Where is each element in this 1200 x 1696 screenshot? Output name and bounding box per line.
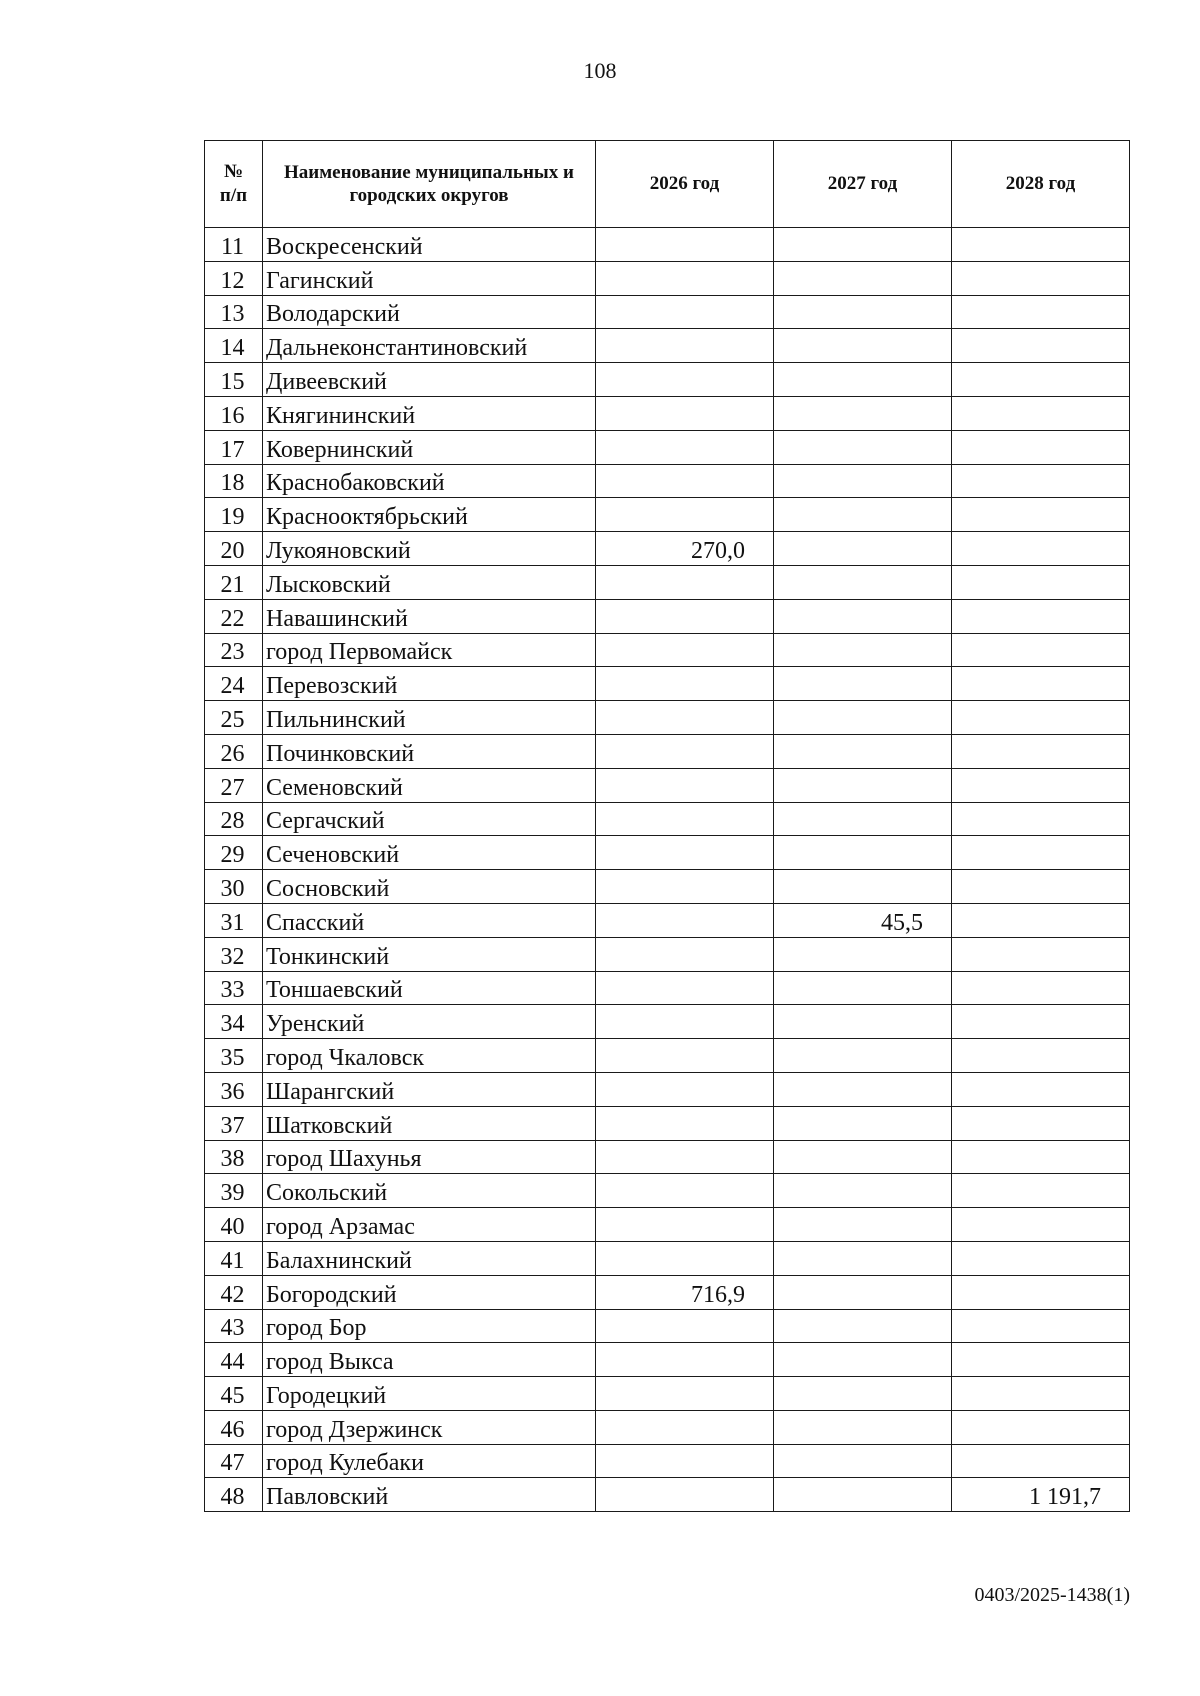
- value-2028: [952, 1410, 1130, 1444]
- municipality-name: Спасский: [263, 903, 596, 937]
- value-2028: [952, 1106, 1130, 1140]
- value-2027: 45,5: [774, 903, 952, 937]
- table-row: [205, 1039, 1130, 1073]
- value-2026: [596, 261, 774, 295]
- header-number: [205, 141, 263, 228]
- row-number: 46: [205, 1410, 263, 1444]
- value-2026: [596, 396, 774, 430]
- municipality-name: город Арзамас: [263, 1208, 596, 1242]
- row-number: 14: [205, 329, 263, 363]
- value-2026: [596, 1039, 774, 1073]
- value-2027: [774, 971, 952, 1005]
- row-number: 35: [205, 1039, 263, 1073]
- row-number: 12: [205, 261, 263, 295]
- table-row: [205, 802, 1130, 836]
- table-row: [205, 295, 1130, 329]
- municipality-name: город Выкса: [263, 1343, 596, 1377]
- table-row: [205, 971, 1130, 1005]
- municipality-name: Воскресенский: [263, 228, 596, 262]
- table-row: [205, 329, 1130, 363]
- value-2027: [774, 1410, 952, 1444]
- table-row: [205, 1343, 1130, 1377]
- value-2026: [596, 1106, 774, 1140]
- value-2026: [596, 870, 774, 904]
- value-2028: [952, 1377, 1130, 1411]
- value-2027: [774, 1377, 952, 1411]
- value-2026: [596, 329, 774, 363]
- row-number: 26: [205, 734, 263, 768]
- value-2026: [596, 1241, 774, 1275]
- value-2027: [774, 1478, 952, 1512]
- row-number: 48: [205, 1478, 263, 1512]
- row-number: 40: [205, 1208, 263, 1242]
- table-row: [205, 396, 1130, 430]
- table-row: [205, 633, 1130, 667]
- table-row: [205, 734, 1130, 768]
- row-number: 18: [205, 464, 263, 498]
- row-number: 28: [205, 802, 263, 836]
- header-year-2028: 2028 год: [952, 141, 1130, 228]
- value-2028: [952, 1039, 1130, 1073]
- value-2027: [774, 1241, 952, 1275]
- value-2028: [952, 565, 1130, 599]
- value-2026: [596, 971, 774, 1005]
- row-number: 43: [205, 1309, 263, 1343]
- table-row: [205, 1377, 1130, 1411]
- municipality-name: Пильнинский: [263, 701, 596, 735]
- row-number: 29: [205, 836, 263, 870]
- row-number: 31: [205, 903, 263, 937]
- table-row: [205, 667, 1130, 701]
- municipality-name: Сокольский: [263, 1174, 596, 1208]
- allocation-table: [204, 140, 1130, 1512]
- value-2027: [774, 396, 952, 430]
- value-2028: [952, 802, 1130, 836]
- table-row: [205, 1410, 1130, 1444]
- value-2027: [774, 565, 952, 599]
- row-number: 13: [205, 295, 263, 329]
- municipality-name: Богородский: [263, 1275, 596, 1309]
- row-number: 37: [205, 1106, 263, 1140]
- row-number: 44: [205, 1343, 263, 1377]
- municipality-name: Шарангский: [263, 1072, 596, 1106]
- value-2027: [774, 261, 952, 295]
- document-code: 0403/2025-1438(1): [974, 1584, 1130, 1606]
- value-2028: [952, 1444, 1130, 1478]
- header-row: [205, 141, 1130, 228]
- value-2027: [774, 734, 952, 768]
- value-2026: [596, 565, 774, 599]
- value-2026: [596, 667, 774, 701]
- table-body: [205, 228, 1130, 1512]
- value-2026: [596, 633, 774, 667]
- municipality-name: Дальнеконстантиновский: [263, 329, 596, 363]
- table-header: [205, 141, 1130, 228]
- table-row: [205, 430, 1130, 464]
- municipality-name: Тоншаевский: [263, 971, 596, 1005]
- row-number: 11: [205, 228, 263, 262]
- header-year-2027: 2027 год: [774, 141, 952, 228]
- value-2026: [596, 1309, 774, 1343]
- row-number: 38: [205, 1140, 263, 1174]
- municipality-name: Лукояновский: [263, 532, 596, 566]
- municipality-name: город Шахунья: [263, 1140, 596, 1174]
- value-2027: [774, 1039, 952, 1073]
- value-2026: [596, 802, 774, 836]
- row-number: 32: [205, 937, 263, 971]
- value-2028: [952, 599, 1130, 633]
- row-number: 27: [205, 768, 263, 802]
- value-2027: [774, 1275, 952, 1309]
- value-2026: 716,9: [596, 1275, 774, 1309]
- value-2028: [952, 971, 1130, 1005]
- value-2026: [596, 836, 774, 870]
- municipality-name: Дивеевский: [263, 363, 596, 397]
- value-2026: 270,0: [596, 532, 774, 566]
- value-2026: [596, 1444, 774, 1478]
- value-2028: [952, 734, 1130, 768]
- value-2026: [596, 464, 774, 498]
- value-2027: [774, 363, 952, 397]
- municipality-name: Павловский: [263, 1478, 596, 1512]
- municipality-name: город Чкаловск: [263, 1039, 596, 1073]
- municipality-name: Балахнинский: [263, 1241, 596, 1275]
- value-2028: [952, 667, 1130, 701]
- value-2028: [952, 633, 1130, 667]
- value-2026: [596, 228, 774, 262]
- row-number: 30: [205, 870, 263, 904]
- table-row: [205, 498, 1130, 532]
- municipality-name: Гагинский: [263, 261, 596, 295]
- value-2027: [774, 295, 952, 329]
- row-number: 19: [205, 498, 263, 532]
- value-2027: [774, 701, 952, 735]
- value-2027: [774, 1005, 952, 1039]
- municipality-name: Городецкий: [263, 1377, 596, 1411]
- value-2028: [952, 1005, 1130, 1039]
- municipality-name: Ковернинский: [263, 430, 596, 464]
- value-2027: [774, 633, 952, 667]
- table-row: [205, 1174, 1130, 1208]
- value-2028: [952, 228, 1130, 262]
- municipality-name: Сеченовский: [263, 836, 596, 870]
- value-2026: [596, 1208, 774, 1242]
- value-2028: 1 191,7: [952, 1478, 1130, 1512]
- value-2027: [774, 599, 952, 633]
- value-2026: [596, 1377, 774, 1411]
- municipality-name: Навашинский: [263, 599, 596, 633]
- value-2028: [952, 261, 1130, 295]
- value-2027: [774, 329, 952, 363]
- row-number: 24: [205, 667, 263, 701]
- value-2027: [774, 1072, 952, 1106]
- value-2026: [596, 1072, 774, 1106]
- value-2027: [774, 1309, 952, 1343]
- municipality-name: Княгининский: [263, 396, 596, 430]
- table-row: [205, 1275, 1130, 1309]
- value-2027: [774, 836, 952, 870]
- municipality-name: Краснобаковский: [263, 464, 596, 498]
- value-2027: [774, 1174, 952, 1208]
- row-number: 20: [205, 532, 263, 566]
- row-number: 33: [205, 971, 263, 1005]
- value-2028: [952, 532, 1130, 566]
- row-number: 39: [205, 1174, 263, 1208]
- table-row: [205, 565, 1130, 599]
- table-row: [205, 1005, 1130, 1039]
- table-row: [205, 532, 1130, 566]
- municipality-name: город Кулебаки: [263, 1444, 596, 1478]
- municipality-name: город Бор: [263, 1309, 596, 1343]
- municipality-name: город Дзержинск: [263, 1410, 596, 1444]
- value-2028: [952, 870, 1130, 904]
- value-2028: [952, 430, 1130, 464]
- value-2026: [596, 1005, 774, 1039]
- value-2028: [952, 768, 1130, 802]
- table-row: [205, 464, 1130, 498]
- value-2027: [774, 1208, 952, 1242]
- row-number: 21: [205, 565, 263, 599]
- value-2028: [952, 329, 1130, 363]
- row-number: 34: [205, 1005, 263, 1039]
- header-year-2026: 2026 год: [596, 141, 774, 228]
- table-row: [205, 701, 1130, 735]
- table-row: [205, 870, 1130, 904]
- municipality-name: Сергачский: [263, 802, 596, 836]
- value-2027: [774, 802, 952, 836]
- table-row: [205, 228, 1130, 262]
- table-row: [205, 937, 1130, 971]
- value-2027: [774, 1343, 952, 1377]
- table-row: [205, 1072, 1130, 1106]
- municipality-name: Уренский: [263, 1005, 596, 1039]
- value-2027: [774, 1444, 952, 1478]
- value-2028: [952, 295, 1130, 329]
- value-2026: [596, 903, 774, 937]
- value-2026: [596, 701, 774, 735]
- value-2027: [774, 464, 952, 498]
- table-row: [205, 1241, 1130, 1275]
- value-2026: [596, 498, 774, 532]
- value-2027: [774, 937, 952, 971]
- row-number: 42: [205, 1275, 263, 1309]
- value-2026: [596, 768, 774, 802]
- value-2028: [952, 1309, 1130, 1343]
- value-2028: [952, 1072, 1130, 1106]
- value-2026: [596, 1410, 774, 1444]
- row-number: 47: [205, 1444, 263, 1478]
- value-2026: [596, 937, 774, 971]
- value-2026: [596, 295, 774, 329]
- header-number-abbr: п/п: [219, 185, 248, 206]
- value-2028: [952, 1343, 1130, 1377]
- municipality-name: Тонкинский: [263, 937, 596, 971]
- header-name: Наименование муниципальных и городских округов: [263, 141, 596, 228]
- table-row: [205, 1106, 1130, 1140]
- value-2027: [774, 870, 952, 904]
- value-2027: [774, 430, 952, 464]
- municipality-name: Сосновский: [263, 870, 596, 904]
- value-2028: [952, 1241, 1130, 1275]
- value-2028: [952, 464, 1130, 498]
- row-number: 41: [205, 1241, 263, 1275]
- municipality-name: Перевозский: [263, 667, 596, 701]
- table-row: [205, 1444, 1130, 1478]
- municipality-name: Краснооктябрьский: [263, 498, 596, 532]
- value-2028: [952, 396, 1130, 430]
- value-2026: [596, 430, 774, 464]
- value-2027: [774, 667, 952, 701]
- value-2026: [596, 363, 774, 397]
- value-2026: [596, 1174, 774, 1208]
- municipality-name: Починковский: [263, 734, 596, 768]
- table-row: [205, 599, 1130, 633]
- value-2027: [774, 1106, 952, 1140]
- table-row: [205, 1208, 1130, 1242]
- value-2026: [596, 1140, 774, 1174]
- value-2027: [774, 532, 952, 566]
- value-2028: [952, 1208, 1130, 1242]
- municipality-name: Шатковский: [263, 1106, 596, 1140]
- municipality-name: город Первомайск: [263, 633, 596, 667]
- value-2028: [952, 701, 1130, 735]
- table-row: [205, 261, 1130, 295]
- value-2026: [596, 734, 774, 768]
- table-row: [205, 1140, 1130, 1174]
- value-2026: [596, 1343, 774, 1377]
- value-2027: [774, 498, 952, 532]
- row-number: 23: [205, 633, 263, 667]
- value-2028: [952, 363, 1130, 397]
- table-row: [205, 1309, 1130, 1343]
- row-number: 15: [205, 363, 263, 397]
- municipality-name: Лысковский: [263, 565, 596, 599]
- value-2028: [952, 1275, 1130, 1309]
- value-2028: [952, 498, 1130, 532]
- row-number: 45: [205, 1377, 263, 1411]
- value-2028: [952, 937, 1130, 971]
- value-2028: [952, 903, 1130, 937]
- value-2028: [952, 1174, 1130, 1208]
- value-2027: [774, 768, 952, 802]
- row-number: 36: [205, 1072, 263, 1106]
- row-number: 25: [205, 701, 263, 735]
- page-number: 108: [583, 58, 617, 83]
- value-2028: [952, 836, 1130, 870]
- value-2026: [596, 1478, 774, 1512]
- row-number: 16: [205, 396, 263, 430]
- table-row: [205, 836, 1130, 870]
- table-row: [205, 903, 1130, 937]
- table-row: [205, 768, 1130, 802]
- value-2026: [596, 599, 774, 633]
- municipality-name: Володарский: [263, 295, 596, 329]
- header-number-symbol: №: [223, 161, 244, 182]
- value-2028: [952, 1140, 1130, 1174]
- row-number: 17: [205, 430, 263, 464]
- value-2027: [774, 228, 952, 262]
- value-2027: [774, 1140, 952, 1174]
- municipality-name: Семеновский: [263, 768, 596, 802]
- table-row: [205, 1478, 1130, 1512]
- table-row: [205, 363, 1130, 397]
- row-number: 22: [205, 599, 263, 633]
